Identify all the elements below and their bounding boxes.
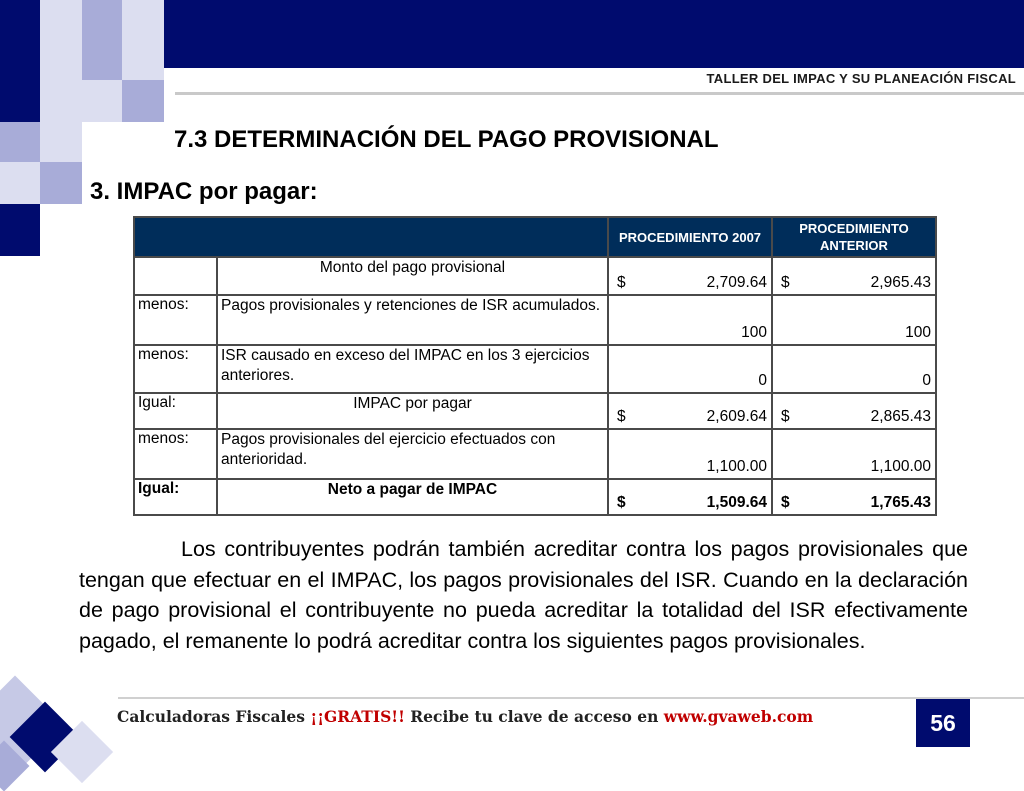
table-row xyxy=(134,479,936,515)
decor-square xyxy=(40,162,82,204)
header-procedimiento-anterior: PROCEDIMIENTO ANTERIOR xyxy=(772,217,936,257)
footer-prefix: Calculadoras Fiscales xyxy=(117,707,311,726)
cell-2007 xyxy=(608,429,772,479)
row-operator: Igual: xyxy=(134,393,217,429)
row-concept: Pagos provisionales y retenciones de ISR acumulados. xyxy=(217,295,608,345)
header-blank-cell xyxy=(134,217,608,257)
cell-2007 xyxy=(608,479,772,515)
decor-square xyxy=(0,204,40,256)
row-concept: Monto del pago provisional xyxy=(217,257,608,295)
table-row xyxy=(134,393,936,429)
currency-sign: $ xyxy=(617,408,626,425)
decor-square xyxy=(40,122,82,162)
footer-middle: Recibe tu clave de acceso en xyxy=(404,707,664,726)
amount-value: 1,100.00 xyxy=(706,458,767,475)
amount-value: 2,965.43 xyxy=(870,274,931,291)
decor-square xyxy=(0,162,40,204)
row-operator: menos: xyxy=(134,295,217,345)
banner-title: TALLER DEL IMPAC Y SU PLANEACIÓN FISCAL xyxy=(706,71,1016,86)
currency-sign: $ xyxy=(781,494,790,511)
amount-value: 100 xyxy=(741,324,767,341)
section-subtitle: 3. IMPAC por pagar: xyxy=(90,178,318,205)
decor-square xyxy=(122,80,164,122)
amount-value: 2,865.43 xyxy=(870,408,931,425)
page-title: 7.3 DETERMINACIÓN DEL PAGO PROVISIONAL xyxy=(174,126,719,153)
decor-square xyxy=(40,38,82,122)
amount-value: 100 xyxy=(905,324,931,341)
amount-value: 1,100.00 xyxy=(870,458,931,475)
header-procedimiento-2007: PROCEDIMIENTO 2007 xyxy=(608,217,772,257)
page-number-badge: 56 xyxy=(916,699,970,747)
cell-2007 xyxy=(608,295,772,345)
amount-value: 0 xyxy=(758,372,767,389)
header-rule xyxy=(175,92,1024,95)
cell-2007 xyxy=(608,257,772,295)
row-concept: ISR causado en exceso del IMPAC en los 3 ejercicios anteriores. xyxy=(217,345,608,393)
decor-square xyxy=(82,80,122,122)
row-operator: menos: xyxy=(134,429,217,479)
table-row xyxy=(134,429,936,479)
cell-anterior xyxy=(772,479,936,515)
amount-value: 1,509.64 xyxy=(706,494,767,511)
row-concept: Neto a pagar de IMPAC xyxy=(217,479,608,515)
row-concept: Pagos provisionales del ejercicio efectuados con anterioridad. xyxy=(217,429,608,479)
cell-anterior xyxy=(772,257,936,295)
decor-square xyxy=(82,0,122,38)
cell-2007 xyxy=(608,393,772,429)
table-row xyxy=(134,257,936,295)
body-paragraph: Los contribuyentes podrán también acreditar contra los pagos provisionales que tengan que efectuar en el IMPAC, los pagos provisionales del ISR. Cuando en la declaración de pago provisional el contribuyente no pueda acreditar la totalidad del ISR efectivamente pagado, el remanente lo podrá acreditar contra los siguientes pagos provisionales. xyxy=(79,537,968,653)
footer-promo xyxy=(117,707,813,726)
cell-2007 xyxy=(608,345,772,393)
footer-url-link[interactable]: www.gvaweb.com xyxy=(663,707,814,726)
decor-square xyxy=(0,0,40,122)
footer-gratis: ¡¡GRATIS!! xyxy=(310,707,405,726)
row-concept: IMPAC por pagar xyxy=(217,393,608,429)
table-row xyxy=(134,345,936,393)
footer-rule xyxy=(118,697,1024,699)
row-operator xyxy=(134,257,217,295)
amount-value: 0 xyxy=(922,372,931,389)
currency-sign: $ xyxy=(781,274,790,291)
row-operator: menos: xyxy=(134,345,217,393)
cell-anterior xyxy=(772,429,936,479)
cell-anterior xyxy=(772,345,936,393)
amount-value: 2,609.64 xyxy=(706,408,767,425)
row-operator: Igual: xyxy=(134,479,217,515)
currency-sign: $ xyxy=(781,408,790,425)
currency-sign: $ xyxy=(617,274,626,291)
decor-square xyxy=(40,0,82,38)
cell-anterior xyxy=(772,393,936,429)
table-row xyxy=(134,295,936,345)
impac-table xyxy=(133,216,937,516)
amount-value: 2,709.64 xyxy=(706,274,767,291)
decor-square xyxy=(0,122,40,162)
decor-square xyxy=(122,0,164,80)
table-header-row xyxy=(134,217,936,257)
decor-square xyxy=(82,38,122,80)
cell-anterior xyxy=(772,295,936,345)
currency-sign: $ xyxy=(617,494,626,511)
amount-value: 1,765.43 xyxy=(870,494,931,511)
